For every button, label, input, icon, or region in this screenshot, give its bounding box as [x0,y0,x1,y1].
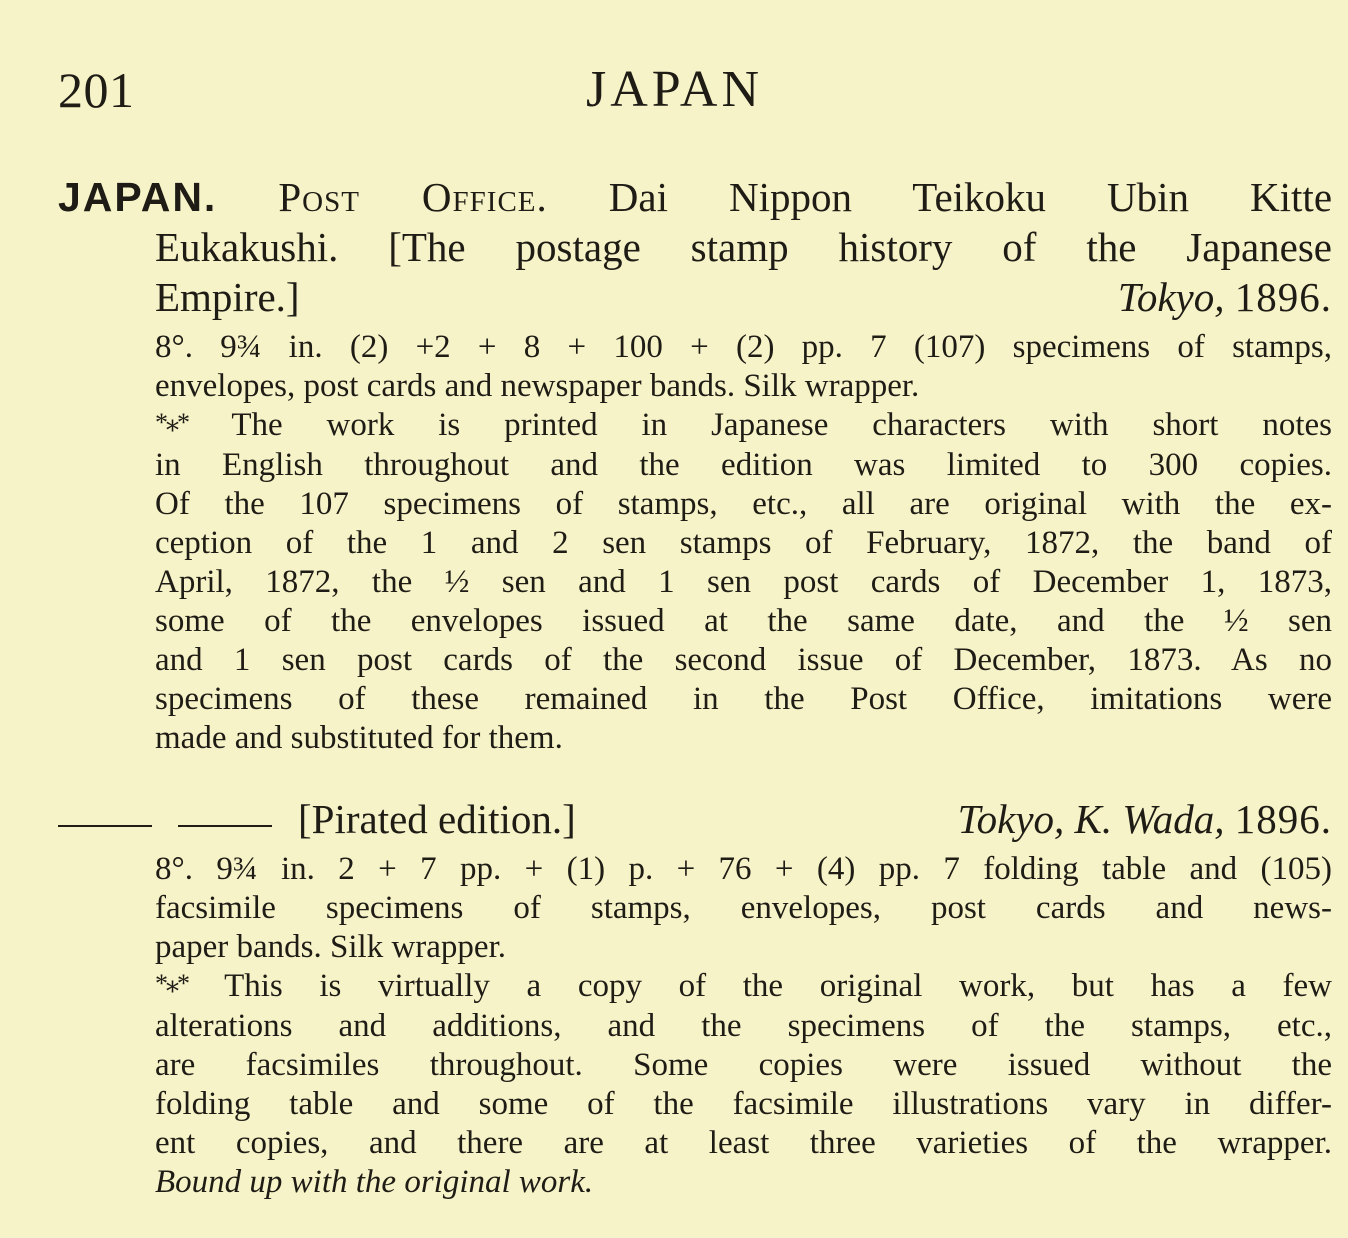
collation-line: paper bands. Silk wrapper. [155,929,506,965]
imprint-place: Tokyo, [1117,274,1225,320]
note-text: The work is printed in Japanese characters with short notes [231,407,1332,443]
entry-collation [58,850,1332,1202]
note-line [155,967,1332,1007]
bibliography-entry-original [58,172,1332,758]
entry-title: [Pirated edition.] [298,796,576,842]
note-line: alterations and additions, and the specimens of the stamps, etc., [155,1008,1332,1044]
note-line: and 1 sen post cards of the second issue of December, 1873. As no [155,642,1332,678]
entry-heading-line [58,172,1332,222]
imprint-year: 1896. [1234,796,1332,842]
note-line: are facsimiles throughout. Some copies were issued without the [155,1047,1332,1083]
collation-line: 8°. 9¾ in. 2 + 7 pp. + (1) p. + 76 + (4) pp. 7 folding table and (105) [155,851,1332,887]
running-head: JAPAN [586,61,764,118]
collation-line: 8°. 9¾ in. (2) +2 + 8 + 100 + (2) pp. 7 (107) specimens of stamps, [155,329,1332,365]
bibliography-entry-pirated [58,794,1332,1202]
entry-title-start: Dai Nippon Teikoku Ubin Kitte [608,174,1333,220]
collation-line: envelopes, post cards and newspaper bands. Silk wrapper. [155,368,920,404]
note-line: April, 1872, the ½ sen and 1 sen post cards of December 1, 1873, [155,564,1332,600]
entry-imprint [958,794,1332,844]
entry-title-line: Eukakushi. [The postage stamp history of the Japanese [155,224,1332,270]
note-line: ception of the 1 and 2 sen stamps of February, 1872, the band of [155,525,1332,561]
note-line: in English throughout and the edition was limited to 300 copies. [155,447,1332,483]
note-asterism: *⁎* [155,969,188,998]
note-line: folding table and some of the facsimile illustrations vary in differ- [155,1086,1332,1122]
page-number: 201 [58,62,135,118]
entry-imprint [1118,272,1332,322]
note-line: made and substituted for them. [155,720,563,756]
note-line-italic: Bound up with the original work. [155,1164,594,1200]
entry-title-imprint-line [58,272,1332,322]
collation-line: facsimile specimens of stamps, envelopes, post cards and news- [155,890,1332,926]
note-asterism: *⁎* [155,408,188,437]
note-text: This is virtually a copy of the original work, but has a few [224,968,1332,1004]
note-line: specimens of these remained in the Post Office, imitations were [155,681,1332,717]
note-line [155,406,1332,446]
imprint-place-publisher: Tokyo, K. Wada, [957,796,1225,842]
entry-heading-word: JAPAN. [58,174,218,220]
entry-heading-line [58,794,1332,844]
ditto-dash [178,825,272,827]
note-line: some of the envelopes issued at the same date, and the ½ sen [155,603,1332,639]
entry-heading-left [58,794,576,844]
note-line: Of the 107 specimens of stamps, etc., all are original with the ex- [155,486,1332,522]
entry-title-end: Empire.] [155,274,300,320]
entry-collation [58,328,1332,758]
ditto-dashes [58,831,272,833]
imprint-year: 1896. [1234,274,1332,320]
ditto-dash [58,825,152,827]
note-line: ent copies, and there are at least three varieties of the wrapper. [155,1125,1332,1161]
entry-authority: Post Office. [278,174,548,220]
